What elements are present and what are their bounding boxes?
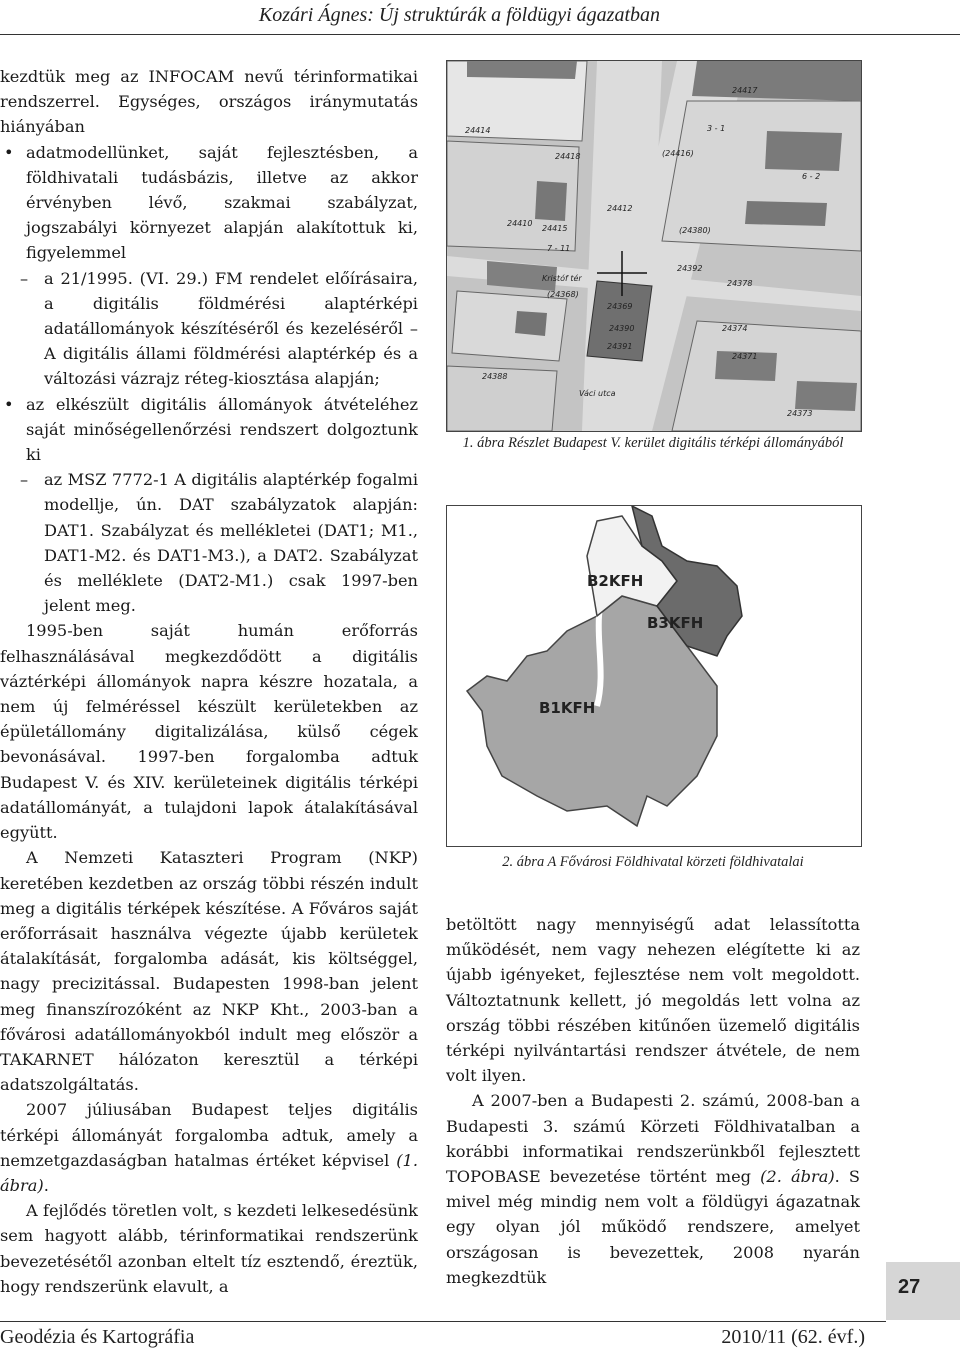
paragraph: A Nemzeti Kataszteri Program (NKP) keretében kezdetben az ország többi részén indult meg a digitális térképek készítése. A Főváros saját erőforrásait használva végezte újabb kerületek átalakítását, forgalomba adását, kis költséggel, nagy precizitással. Budapesten 1998-ban jelent meg finanszírozóként az NKP Kht., 2003-ban a fővárosi adatállományokból indult meg először a TAKARNET hálózaton keresztül a térképi adatszolgáltatás. — [0, 848, 418, 1095]
region-label-b1: B1KFH — [539, 699, 596, 717]
figure-2-caption: 2. ábra A Fővárosi Földhivatal körzeti földhivatalai — [502, 854, 804, 870]
parcel-label: 24410 — [507, 219, 533, 228]
parcel-label: 24390 — [609, 324, 635, 333]
page-header — [0, 0, 960, 35]
left-column — [0, 64, 418, 1299]
bullet-item: • az elkészült digitális állományok átvételéhez saját minőségellenőrzési rendszert dolgoztunk ki — [0, 392, 418, 468]
street-label: Kristóf tér — [542, 274, 582, 283]
paragraph-text: 2007 júliusában Budapest teljes digitális térképi állományát forgalomba adtuk, amely a nemzetgazdaságban hatalmas értéket képvisel — [0, 1100, 418, 1170]
street-label: 7 - 11 — [547, 244, 571, 253]
street-label: Váci utca — [579, 389, 616, 398]
street-label: 3 - 1 — [707, 124, 726, 133]
parcel-label: 24373 — [787, 409, 813, 418]
figure-reference: (1. ábra) — [0, 1150, 418, 1195]
parcel-label: 24414 — [465, 126, 491, 135]
parcel-label: (24380) — [679, 226, 711, 235]
parcel-label: 24374 — [722, 324, 748, 333]
right-column — [446, 912, 860, 1290]
figure-1-cadastral-map — [446, 60, 862, 432]
parcel-label: 24378 — [727, 279, 753, 288]
parcel-label: 24369 — [607, 302, 633, 311]
paragraph — [446, 1088, 860, 1290]
page-number: 27 — [898, 1276, 921, 1298]
figure-2-district-map — [446, 505, 862, 847]
bullet-item: • adatmodellünket, saját fejlesztésben, a földhivatali tudásbázis, illetve az akkor érvényben lévő, szakmai szabályzat, jogszabályi környezet alapján alakítottuk ki, figyelemmel — [0, 140, 418, 266]
region-label-b3: B3KFH — [647, 614, 704, 632]
figure-reference: (2. ábra) — [760, 1167, 835, 1187]
parcel-label: 24415 — [542, 224, 568, 233]
figure-1-caption: 1. ábra Részlet Budapest V. kerület digitális térképi állományából — [462, 435, 844, 451]
parcel-label: 24388 — [482, 372, 508, 381]
header-title: Kozári Ágnes: Új struktúrák a földügyi ágazatban — [258, 4, 660, 26]
parcel-label: (24368) — [547, 290, 579, 299]
paragraph: A fejlődés töretlen volt, s kezdeti lelkesedésünk sem hagyott alább, térinformatikai rendszerünk bevezetésétől azonban eltelt tíz esztendő, éreztük, hogy rendszerünk elavult, a — [0, 1201, 418, 1296]
region-label-b2: B2KFH — [587, 572, 644, 590]
paragraph — [0, 1097, 418, 1198]
dash-item: – a 21/1995. (VI. 29.) FM rendelet előírásaira, a digitális földmérési alaptérképi adatállományok készítéséről és kezeléséről – A digitális állami földmérési alaptérkép és a változási vázrajz réteg-kiosztása alapján; — [0, 266, 418, 392]
parcel-label: 24371 — [732, 352, 758, 361]
issue-info: 2010/11 (62. évf.) — [721, 1326, 865, 1348]
parcel-label: 24392 — [677, 264, 703, 273]
district-map-image — [447, 506, 861, 846]
paragraph-text: . S mivel még mindig nem volt a földügyi ágazatnak egy olyan jól működő rendszere, amelyet országosan is bevezettek, 2008 nyarán megkezdtük — [446, 1167, 860, 1287]
paragraph: betöltött nagy mennyiségű adat lelassította működését, nem vagy nehezen elégítette ki az újabb igényeket, fejlesztése nem volt megoldott. Változtatnunk kellett, jó megoldás lett volna az ország többi részében kitűnően üzemelő digitális térképi nyilvántartási rendszer átvétele, de nem volt ilyen. — [446, 915, 860, 1086]
cadastral-map-image — [447, 61, 861, 431]
parcel-label: 24418 — [555, 152, 581, 161]
paragraph-text: A 2007-ben a Budapesti 2. számú, 2008-ban a Budapesti 3. számú Körzeti Földhivatalban a korábbi informatikai rendszerünkből fejlesztett TOPOBASE bevezetése történt meg — [446, 1091, 860, 1187]
parcel-label: 24417 — [732, 86, 758, 95]
parcel-label: 24412 — [607, 204, 633, 213]
dash-item: – az MSZ 7772-1 A digitális alaptérkép fogalmi modellje, ún. DAT szabályzatok alapján: DAT1. Szabályzat és mellékletei (DAT1; M1., DAT1-M2. és DAT1-M3.), a DAT2. Szabályzat és melléklete (DAT2-M1.) csak 1997-ben jelent meg. — [0, 467, 418, 618]
footer-divider — [0, 1321, 886, 1322]
paragraph-text: . — [43, 1175, 49, 1195]
paragraph: 1995-ben saját humán erőforrás felhasználásával megkezdődött a digitális váztérképi állományok napra készre hozatala, a nem új felméréssel készült kerületekben az épületállomány digitalizálása, külső cégek bevonásával. 1997-ben forgalomba adtuk Budapest V. és XIV. kerületeinek digitális térképi adatállományát, a tulajdoni lapok átalakításával együtt. — [0, 621, 418, 843]
paragraph: kezdtük meg az INFOCAM nevű térinformatikai rendszerrel. Egységes, országos iránymutatás hiányában — [0, 67, 418, 137]
street-label: 6 - 2 — [802, 172, 821, 181]
parcel-label: (24416) — [662, 149, 694, 158]
journal-name: Geodézia és Kartográfia — [0, 1326, 195, 1348]
parcel-label: 24391 — [607, 342, 633, 351]
